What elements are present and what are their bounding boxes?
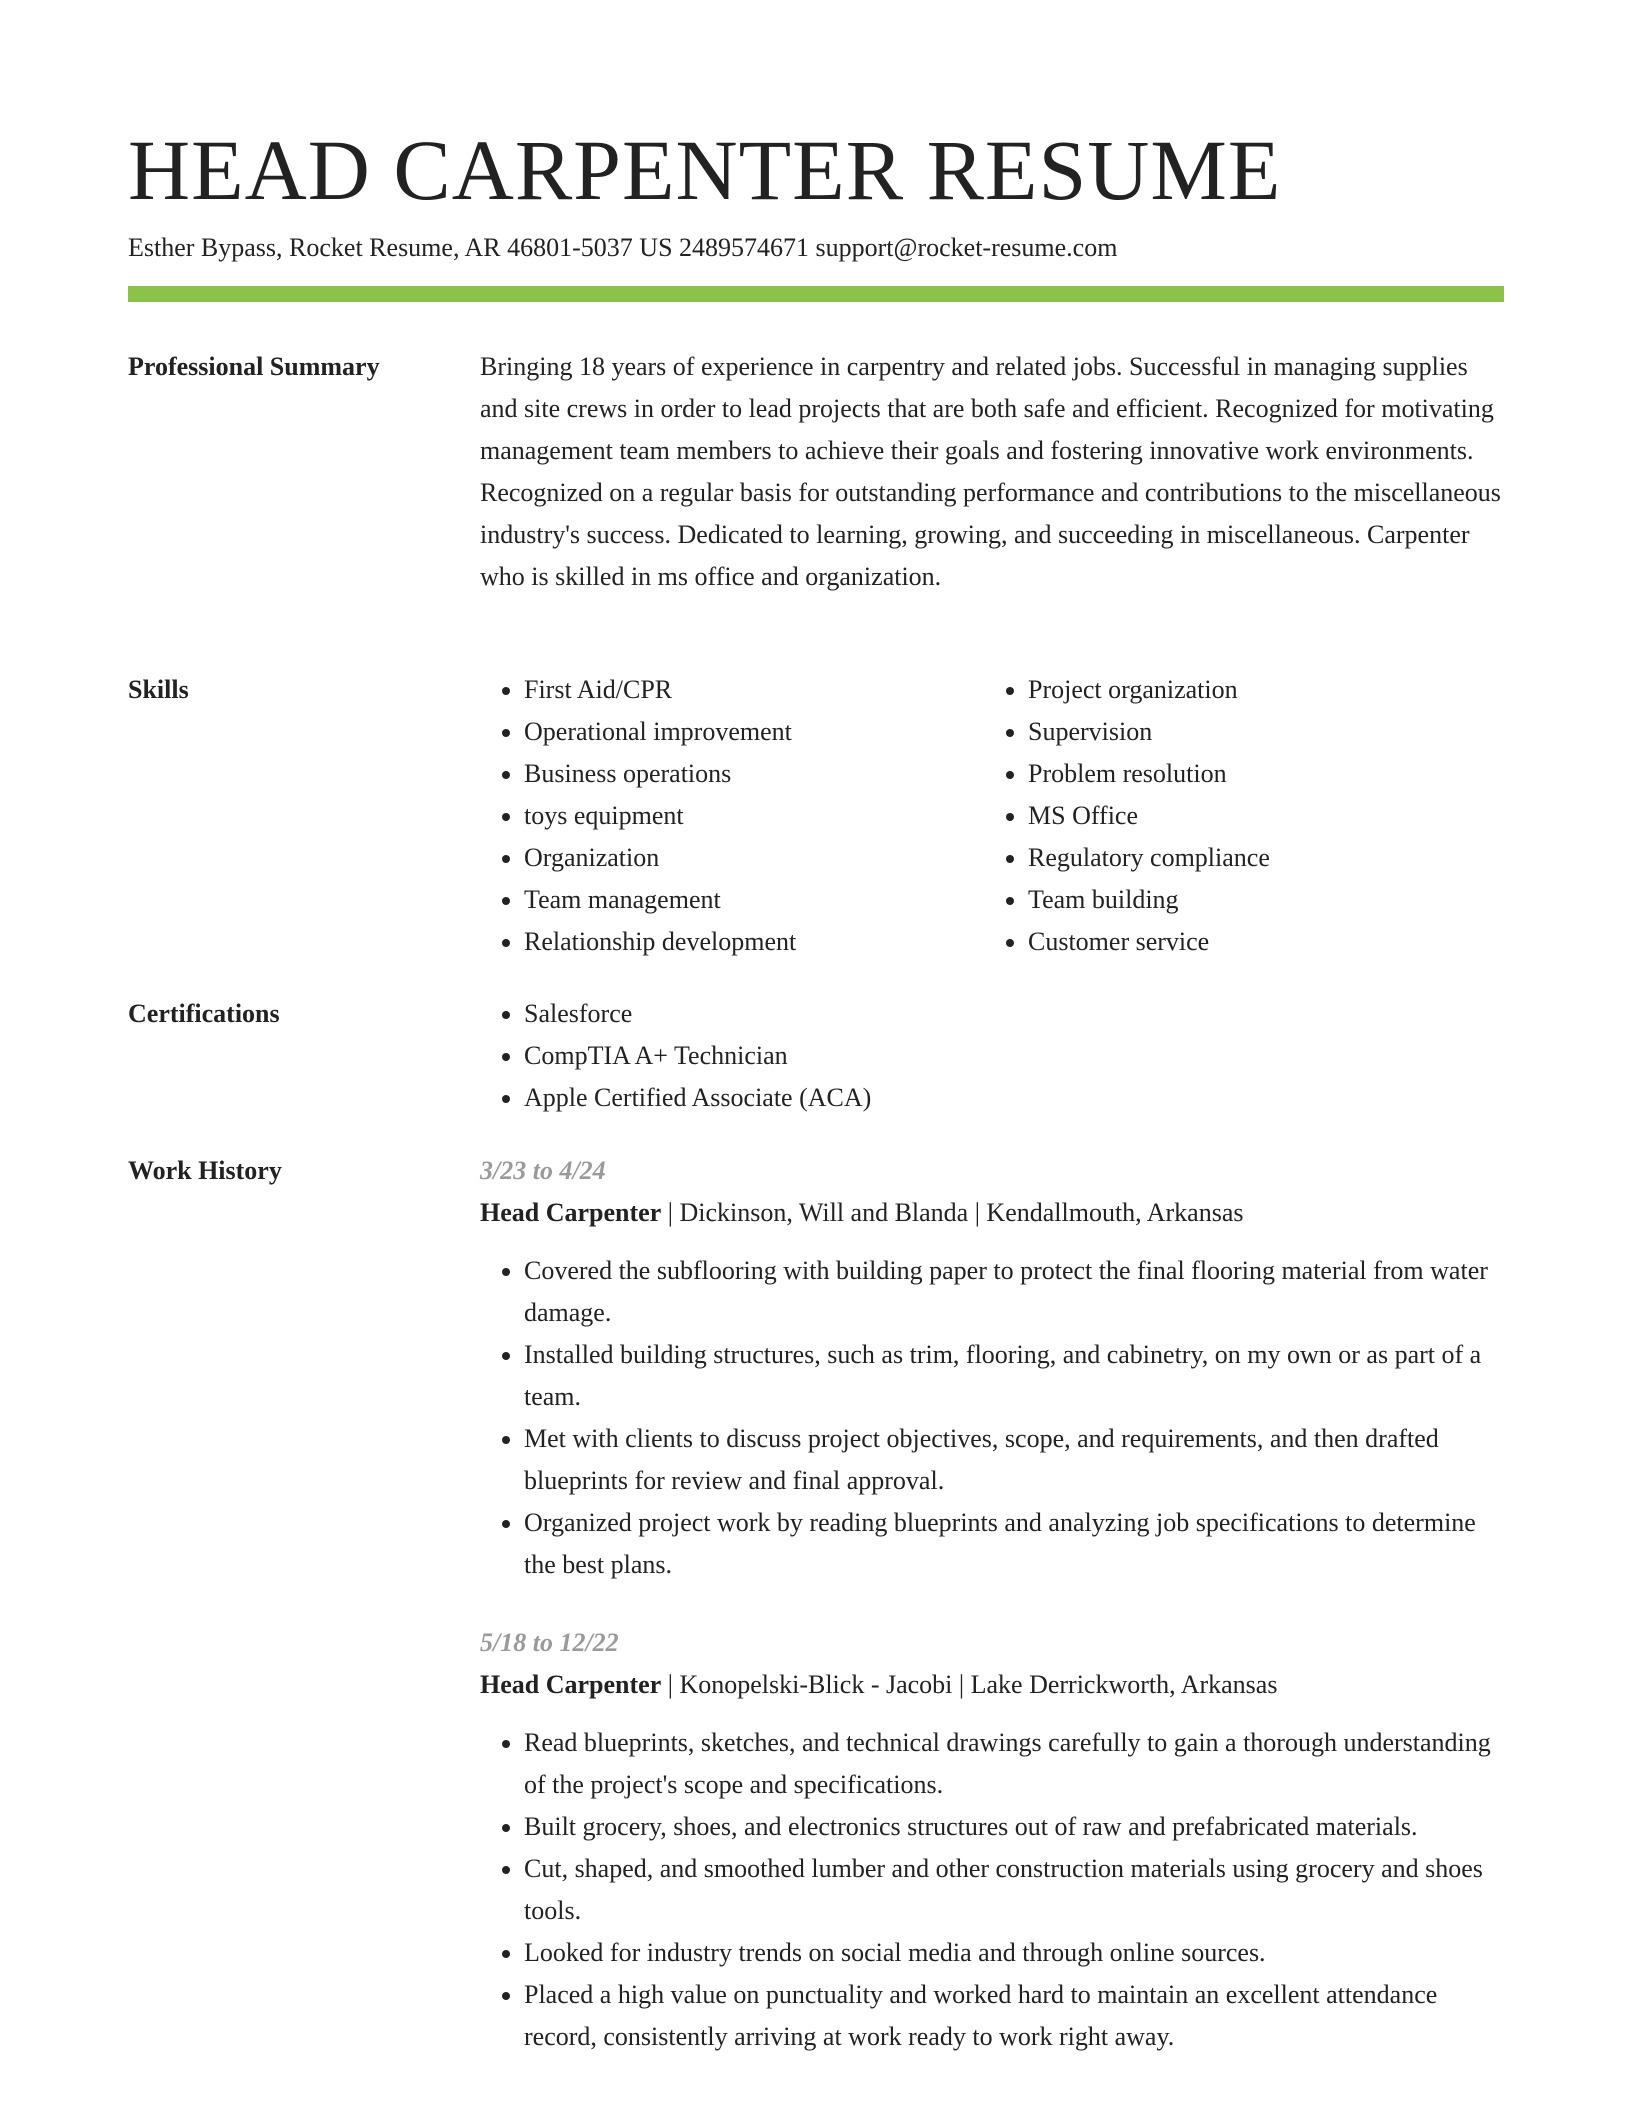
- certifications-heading: Certifications: [128, 999, 280, 1028]
- job-dates: 5/18 to 12/22: [480, 1628, 619, 1657]
- skill-item: • Business operations: [524, 753, 984, 795]
- contact-line: Esther Bypass, Rocket Resume, AR 46801-5037 US 2489574671 support@rocket-resume.com: [128, 233, 1118, 262]
- job-duty: • Built grocery, shoes, and electronics structures out of raw and prefabricated materials.: [524, 1806, 1504, 1848]
- job-heading: [480, 1664, 1504, 1706]
- skills-heading: Skills: [128, 675, 189, 704]
- certification-item: • Apple Certified Associate (ACA): [524, 1077, 1504, 1119]
- skill-item: • Team building: [1028, 879, 1488, 921]
- job-duty: • Placed a high value on punctuality and worked hard to maintain an excellent attendance record, consistently arriving at work ready to work right away.: [524, 1974, 1504, 2058]
- job-duty: • Read blueprints, sketches, and technical drawings carefully to gain a thorough understanding of the project's scope and specifications.: [524, 1722, 1504, 1806]
- summary-text: Bringing 18 years of experience in carpentry and related jobs. Successful in managing supplies and site crews in order to lead projects that are both safe and efficient. Recognized for motivating management team members to achieve their goals and fostering innovative work environments. Recognized on a regular basis for outstanding performance and contributions to the miscellaneous industry's success. Dedicated to learning, growing, and succeeding in miscellaneous. Carpenter who is skilled in ms office and organization.: [480, 352, 1501, 591]
- job-heading: [480, 1192, 1504, 1234]
- job-employer-location: | Dickinson, Will and Blanda | Kendallmouth, Arkansas: [661, 1198, 1244, 1227]
- skill-item: • Relationship development: [524, 921, 984, 963]
- summary-heading: Professional Summary: [128, 352, 380, 381]
- certification-item: • CompTIA A+ Technician: [524, 1035, 1504, 1077]
- job-entry: [480, 1150, 1504, 1586]
- skill-item: • MS Office: [1028, 795, 1488, 837]
- skill-item: • toys equipment: [524, 795, 984, 837]
- job-duty: • Installed building structures, such as trim, flooring, and cabinetry, on my own or as part of a team.: [524, 1334, 1504, 1418]
- job-dates: 3/23 to 4/24: [480, 1156, 606, 1185]
- job-entry: [480, 1622, 1504, 2058]
- job-duties-list: [480, 1722, 1504, 2058]
- skill-item: • Regulatory compliance: [1028, 837, 1488, 879]
- skill-item: • Organization: [524, 837, 984, 879]
- job-employer-location: | Konopelski-Blick - Jacobi | Lake Derrickworth, Arkansas: [661, 1670, 1278, 1699]
- skill-item: • First Aid/CPR: [524, 669, 984, 711]
- job-duty: • Looked for industry trends on social media and through online sources.: [524, 1932, 1504, 1974]
- skills-list-right: [984, 669, 1488, 963]
- job-duties-list: [480, 1250, 1504, 1586]
- skill-item: • Supervision: [1028, 711, 1488, 753]
- job-title: Head Carpenter: [480, 1198, 662, 1227]
- job-duty: • Cut, shaped, and smoothed lumber and other construction materials using grocery and shoes tools.: [524, 1848, 1504, 1932]
- job-duty: • Organized project work by reading blueprints and analyzing job specifications to determine the best plans.: [524, 1502, 1504, 1586]
- skill-item: • Operational improvement: [524, 711, 984, 753]
- certifications-list: [480, 993, 1504, 1119]
- skill-item: • Project organization: [1028, 669, 1488, 711]
- skill-item: • Team management: [524, 879, 984, 921]
- work-history-heading: Work History: [128, 1156, 282, 1185]
- job-duty: • Covered the subflooring with building paper to protect the final flooring material from water damage.: [524, 1250, 1504, 1334]
- accent-divider: [128, 286, 1504, 302]
- certification-item: • Salesforce: [524, 993, 1504, 1035]
- job-duty: • Met with clients to discuss project objectives, scope, and requirements, and then drafted blueprints for review and final approval.: [524, 1418, 1504, 1502]
- skill-item: • Problem resolution: [1028, 753, 1488, 795]
- skills-list-left: [480, 669, 984, 963]
- job-title: Head Carpenter: [480, 1670, 662, 1699]
- resume-title: HEAD CARPENTER RESUME: [128, 122, 1282, 218]
- skill-item: • Customer service: [1028, 921, 1488, 963]
